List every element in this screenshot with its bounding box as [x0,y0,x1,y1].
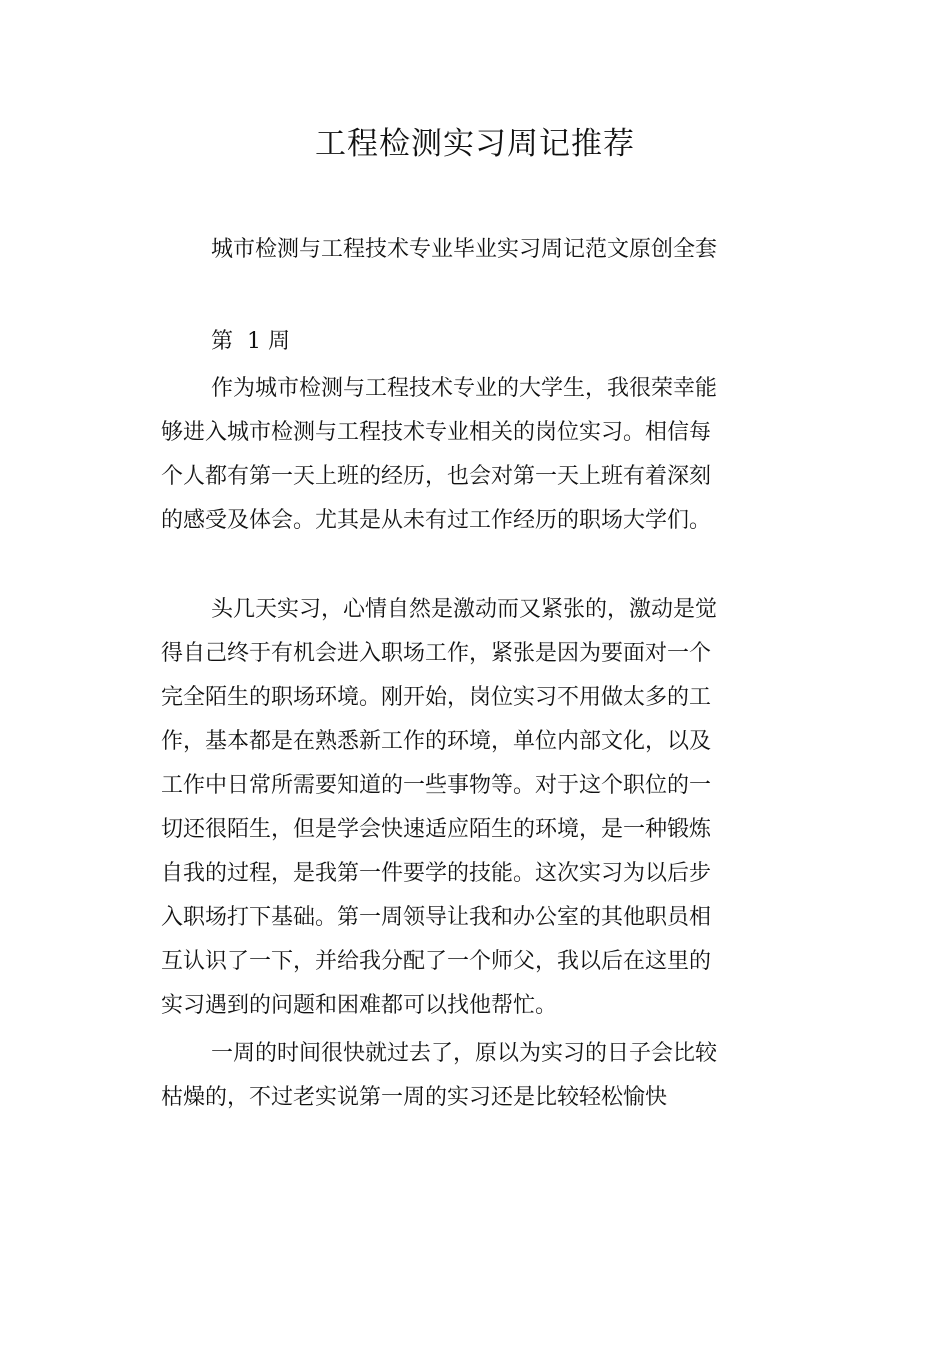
paragraph-text: 头几天实习，心情自然是激动而又紧张的，激动是觉得自己终于有机会进入职场工作，紧张是因为要面对一个完全陌生的职场环境。刚开始，岗位实习不用做太多的工作，基本都是在熟悉新工作的环境，单位内部文化，以及工作中日常所需要知道的一些事物等。对于这个职位的一切还很陌生，但是学会快速适应陌生的环境，是一种锻炼自我的过程，是我第一件要学的技能。这次实习为以后步入职场打下基础。第一周领导让我和办公室的其他职员相互认识了一下，并给我分配了一个师父，我以后在这里的实习遇到的问题和困难都可以找他帮忙。 [161,597,718,1018]
document-subtitle [161,228,721,272]
paragraph-text: 一周的时间很快就过去了，原以为实习的日子会比较枯燥的，不过老实说第一周的实习还是比较轻松愉快 [161,1041,718,1110]
paragraph-1 [161,367,721,543]
week-heading [161,320,721,364]
subtitle-text: 城市检测与工程技术专业毕业实习周记范文原创全套 [211,237,718,262]
page-title: 工程检测实习周记推荐 [315,126,635,162]
week-heading-text: 第 1 周 [211,329,290,354]
paragraph-3 [161,1032,721,1120]
paragraph-text: 作为城市检测与工程技术专业的大学生，我很荣幸能够进入城市检测与工程技术专业相关的岗位实习。相信每个人都有第一天上班的经历，也会对第一天上班有着深刻的感受及体会。尤其是从未有过工作经历的职场大学们。 [161,376,718,533]
paragraph-2 [161,588,721,1028]
